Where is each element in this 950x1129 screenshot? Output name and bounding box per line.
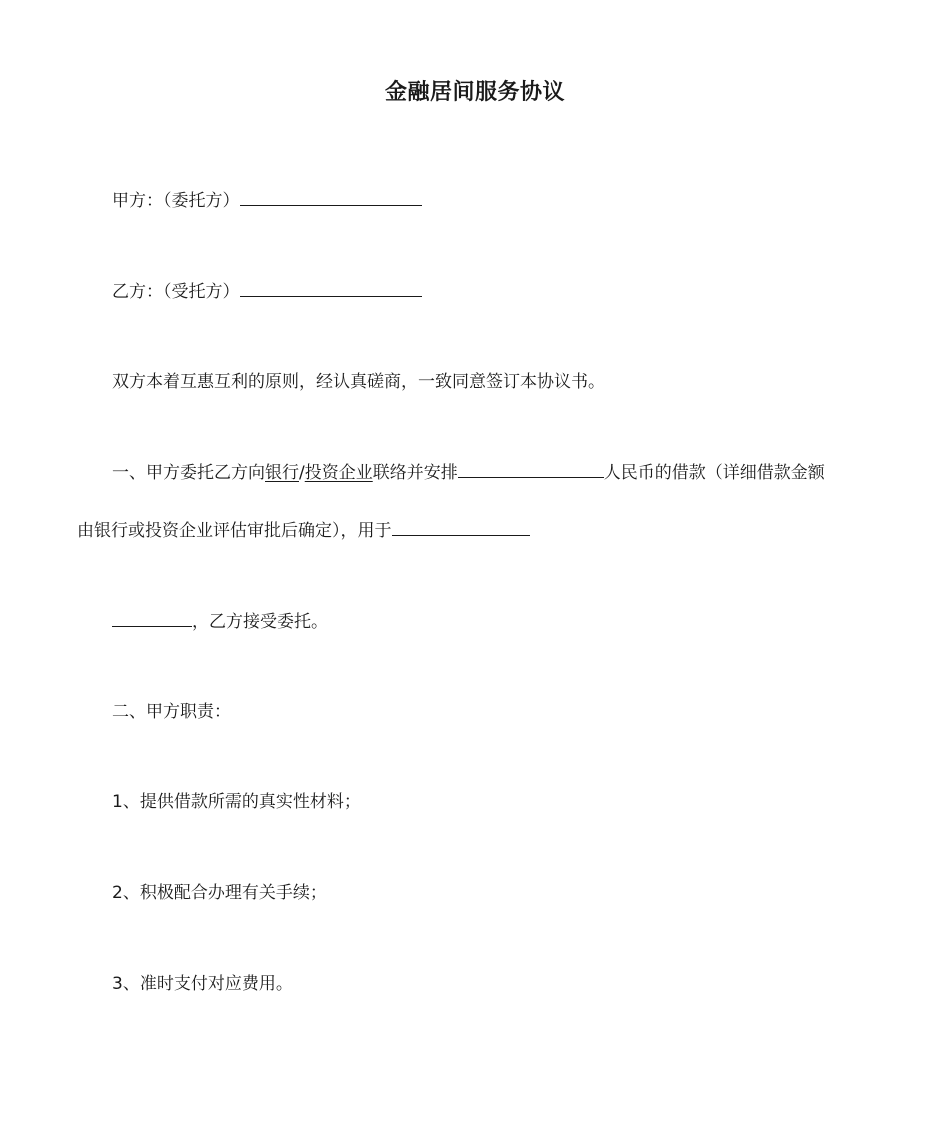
loan-amount-blank[interactable] <box>458 460 604 478</box>
document-title: 金融居间服务协议 <box>384 80 565 105</box>
preamble: 双方本着互惠互利的原则，经认真磋商，一致同意签订本协议书。 <box>112 372 605 392</box>
duty-item-3: 3、准时支付对应费用。 <box>112 974 293 994</box>
party-a-blank[interactable] <box>240 188 422 206</box>
clause-1-line-2 <box>77 518 530 543</box>
clause-1-line-3 <box>112 609 328 634</box>
clause-1-part-1: 一、甲方委托乙方向 <box>112 463 265 483</box>
clause-1-bank: 银行 <box>265 463 299 483</box>
duty-item-1: 1、提供借款所需的真实性材料； <box>112 792 361 812</box>
loan-purpose-blank-2[interactable] <box>112 609 192 627</box>
clause-1-line-1 <box>112 460 825 485</box>
section-2-heading: 二、甲方职责： <box>112 702 231 722</box>
party-a-line <box>112 188 422 213</box>
party-b-blank[interactable] <box>240 279 422 297</box>
clause-1-part-2: 联络并安排 <box>372 463 458 483</box>
party-b-line <box>112 279 422 304</box>
clause-1-investor: 投资企业 <box>304 463 373 483</box>
clause-1-part-3: 人民币的借款（详细借款金额 <box>603 463 825 483</box>
party-b-label: 乙方：（受托方） <box>112 282 240 302</box>
duty-item-2: 2、积极配合办理有关手续； <box>112 883 327 903</box>
clause-1-line-3-text: ，乙方接受委托。 <box>192 612 328 632</box>
loan-purpose-blank[interactable] <box>392 518 530 536</box>
party-a-label: 甲方：（委托方） <box>112 191 240 211</box>
clause-1-line-2-text: 由银行或投资企业评估审批后确定），用于 <box>77 521 392 541</box>
clause-1-slash: / <box>299 463 305 483</box>
